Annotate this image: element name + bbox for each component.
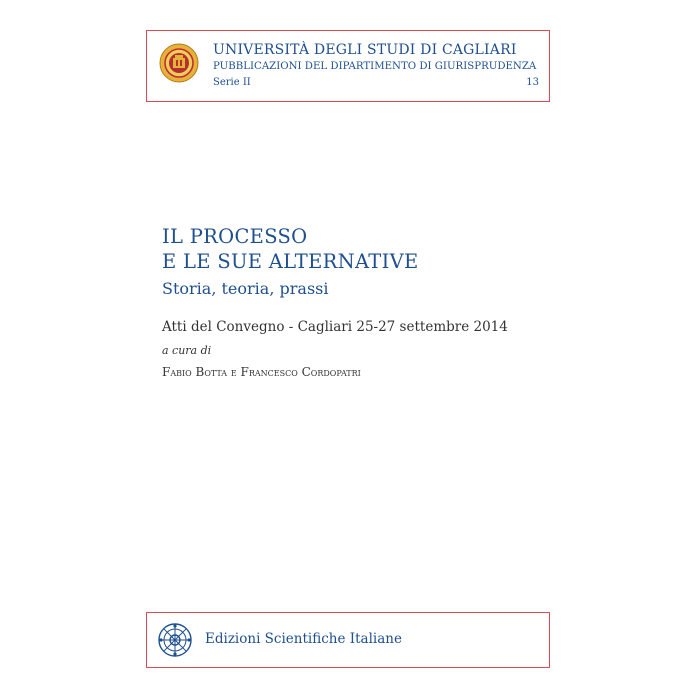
book-subtitle: Storia, teoria, prassi <box>162 279 329 298</box>
volume-number: 13 <box>526 77 539 88</box>
edited-by-label: a cura di <box>162 344 212 357</box>
title-line-1: IL PROCESSO <box>162 225 308 248</box>
series-label: Serie II <box>213 77 251 88</box>
series-header-box <box>146 30 550 102</box>
publisher-name: Edizioni Scientifiche Italiane <box>205 631 402 647</box>
proceedings-line: Atti del Convegno - Cagliari 25-27 settembre 2014 <box>162 319 508 335</box>
title-line-2: E LE SUE ALTERNATIVE <box>162 250 419 273</box>
editors-names: Fabio Botta e Francesco Cordopatri <box>162 365 361 379</box>
publisher-box <box>146 612 550 668</box>
university-seal-icon <box>159 43 199 83</box>
book-title <box>162 224 419 274</box>
department-name: PUBBLICAZIONI DEL DIPARTIMENTO DI GIURISPRUDENZA <box>213 61 537 72</box>
publisher-logo-icon <box>157 622 193 658</box>
university-name: UNIVERSITÀ DEGLI STUDI DI CAGLIARI <box>213 42 517 58</box>
